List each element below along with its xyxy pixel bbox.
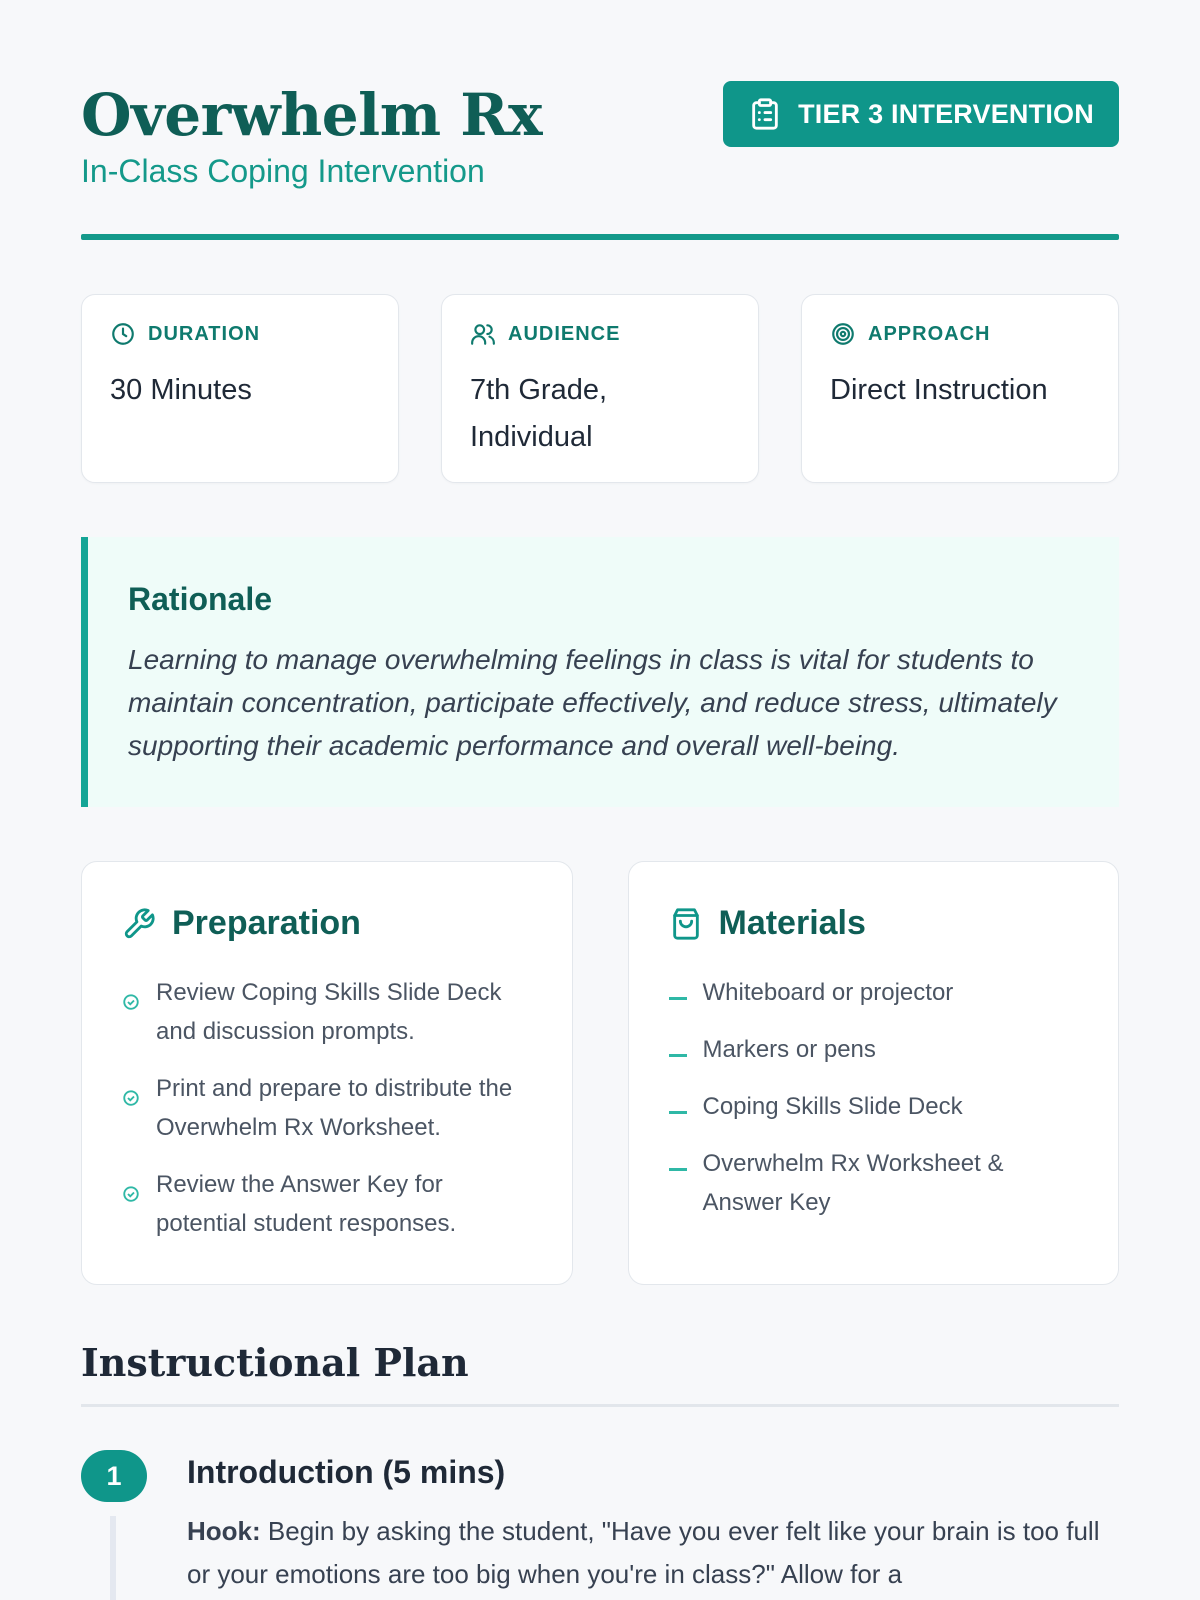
- materials-list: [669, 973, 1079, 1222]
- page-title: Overwhelm Rx: [81, 81, 543, 149]
- prep-materials-row: [81, 861, 1119, 1285]
- check-circle-icon: [122, 993, 140, 1011]
- step-body: [187, 1510, 1119, 1596]
- list-item: [669, 1087, 1079, 1126]
- materials-card: [628, 861, 1120, 1285]
- step-text: Begin by asking the student, "Have you ever felt like your brain is too full or your emotions are too big when you're in class?" Allow for a: [187, 1516, 1100, 1589]
- list-item: [669, 1144, 1079, 1222]
- rationale-callout: [81, 537, 1119, 807]
- dash-icon: [669, 997, 687, 1000]
- list-item: [669, 1030, 1079, 1069]
- list-item-text: Print and prepare to distribute the Overwhelm Rx Worksheet.: [156, 1075, 513, 1141]
- info-card-approach: [801, 294, 1119, 483]
- list-item-text: Coping Skills Slide Deck: [702, 1093, 963, 1120]
- info-cards: [81, 294, 1119, 483]
- clock-icon: [110, 321, 136, 347]
- preparation-card: [81, 861, 573, 1285]
- list-item-text: Review Coping Skills Slide Deck and discussion prompts.: [156, 979, 502, 1045]
- clipboard-icon: [748, 97, 782, 131]
- info-card-label: DURATION: [148, 322, 261, 345]
- list-item-text: Review the Answer Key for potential student responses.: [156, 1171, 457, 1237]
- preparation-header: [122, 904, 532, 943]
- list-item-text: Whiteboard or projector: [702, 979, 954, 1006]
- info-card-label: APPROACH: [868, 322, 991, 345]
- info-card-label: AUDIENCE: [508, 322, 621, 345]
- materials-title: Materials: [718, 904, 866, 942]
- tier-badge: [723, 81, 1119, 147]
- preparation-list: [122, 973, 532, 1243]
- list-item-text: Markers or pens: [702, 1036, 876, 1063]
- dash-icon: [669, 1054, 687, 1057]
- header-divider: [81, 234, 1119, 240]
- plan-divider: [81, 1404, 1119, 1407]
- target-icon: [830, 321, 856, 347]
- info-card-value: Direct Instruction: [830, 374, 1048, 406]
- list-item: [669, 973, 1079, 1012]
- list-item: [122, 973, 532, 1051]
- wrench-icon: [122, 907, 156, 941]
- info-card-duration: [81, 294, 399, 483]
- dash-icon: [669, 1168, 687, 1171]
- info-card-value: 7th Grade, Individual: [470, 374, 608, 453]
- info-card-value: 30 Minutes: [110, 374, 252, 406]
- materials-header: [669, 904, 1079, 943]
- page-subtitle: In-Class Coping Intervention: [81, 153, 485, 189]
- tier-badge-label: TIER 3 INTERVENTION: [798, 98, 1094, 129]
- list-item: [122, 1069, 532, 1147]
- step-number-badge: 1: [81, 1450, 147, 1502]
- users-icon: [470, 321, 496, 347]
- rationale-title: Rationale: [128, 581, 273, 617]
- info-card-audience: [441, 294, 759, 483]
- shopping-bag-icon: [669, 907, 703, 941]
- info-card-header: [830, 321, 1090, 347]
- preparation-title: Preparation: [172, 904, 361, 942]
- check-circle-icon: [122, 1185, 140, 1203]
- check-circle-icon: [122, 1089, 140, 1107]
- step-lead: Hook:: [187, 1516, 261, 1546]
- page-header: [81, 0, 1119, 246]
- list-item-text: Overwhelm Rx Worksheet & Answer Key: [702, 1150, 1004, 1216]
- dash-icon: [669, 1111, 687, 1114]
- step-title: Introduction (5 mins): [187, 1454, 506, 1490]
- info-card-header: [470, 321, 730, 347]
- step-timeline-line: [110, 1516, 116, 1600]
- list-item: [122, 1165, 532, 1243]
- rationale-text: Learning to manage overwhelming feelings in class is vital for students to maintain concentration, participate effectively, and reduce stress, ultimately supporting their academic performance and overall well-being.: [128, 644, 1057, 761]
- instructional-plan-title: Instructional Plan: [81, 1340, 469, 1385]
- info-card-header: [110, 321, 370, 347]
